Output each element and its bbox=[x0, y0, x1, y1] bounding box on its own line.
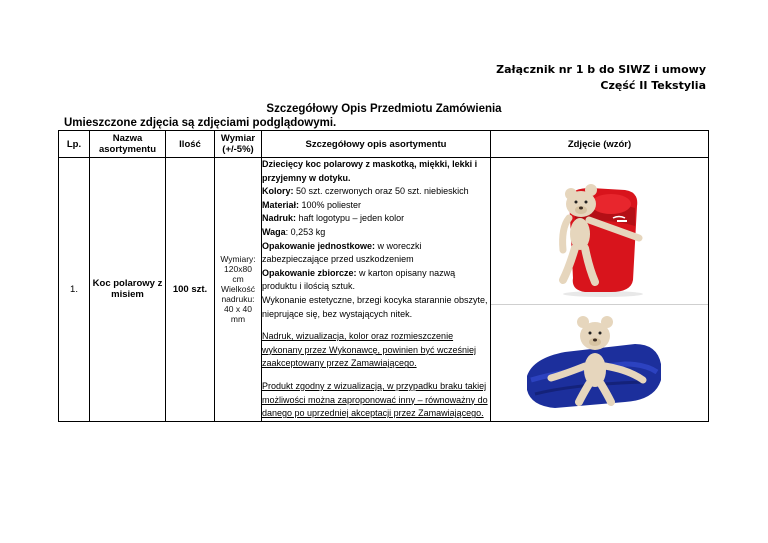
dim-line: Wielkość bbox=[220, 284, 255, 295]
row-name: Koc polarowy z misiem bbox=[90, 158, 166, 422]
photos-note: Umieszczone zdjęcia są zdjęciami podglądowymi. bbox=[64, 117, 337, 129]
blue-blanket-photo bbox=[525, 310, 665, 415]
header-lp: Lp. bbox=[59, 131, 90, 158]
photo-divider bbox=[491, 304, 708, 305]
specification-table bbox=[58, 130, 709, 422]
desc-finish: Wykonanie estetyczne, brzegi kocyka starannie obszyte, nieprujące się, bez wystających nitek. bbox=[262, 294, 488, 319]
row-description bbox=[262, 158, 491, 422]
desc-note-equivalent: Produkt zgodny z wizualizacją, w przypadku braku takiej możliwości można zaproponować inny – równoważny do danego po uprzedniej akceptacji przez Zamawiającego. bbox=[262, 380, 488, 419]
red-blanket-photo bbox=[541, 168, 653, 298]
row-photo bbox=[491, 158, 709, 422]
header-description: Szczegółowy opis asortymentu bbox=[262, 131, 491, 158]
part-label: Część II Tekstylia bbox=[600, 79, 706, 92]
header-size: Wymiar (+/-5%) bbox=[215, 131, 262, 158]
desc-print: Nadruk: haft logotypu – jeden kolor bbox=[262, 213, 405, 224]
header-photo: Zdjęcie (wzór) bbox=[491, 131, 709, 158]
table-header-row bbox=[59, 131, 709, 158]
dim-line: 120x80 bbox=[224, 264, 252, 275]
row-lp: 1. bbox=[59, 158, 90, 422]
table-row bbox=[59, 158, 709, 422]
header-name: Nazwa asortymentu bbox=[90, 131, 166, 158]
desc-unit-packaging: Opakowanie jednostkowe: w woreczki zabezpieczające przed uszkodzeniem bbox=[262, 240, 422, 265]
desc-note-visualization: Nadruk, wizualizacja, kolor oraz rozmieszczenie wykonany przez Wykonawcę, powinien być wcześniej zaakceptowany przez Zamawiającego. bbox=[262, 331, 477, 369]
header-qty: Ilość bbox=[166, 131, 215, 158]
desc-weight: Waga: 0,253 kg bbox=[262, 226, 326, 237]
desc-material: Materiał: 100% poliester bbox=[262, 199, 362, 210]
dim-line: 40 x 40 bbox=[224, 304, 252, 315]
dim-line: nadruku: bbox=[221, 294, 255, 305]
dim-line: cm bbox=[232, 274, 244, 285]
dim-line: mm bbox=[230, 314, 246, 325]
row-dimensions bbox=[215, 158, 262, 422]
desc-lead: Dziecięcy koc polarowy z maskotką, miękki, lekki i przyjemny w dotyku. bbox=[262, 159, 478, 183]
row-qty: 100 szt. bbox=[166, 158, 215, 422]
annex-label: Załącznik nr 1 b do SIWZ i umowy bbox=[496, 63, 706, 76]
desc-bulk-packaging: Opakowanie zbiorcze: w karton opisany nazwą produktu i ilością sztuk. bbox=[262, 267, 456, 292]
desc-colors: Kolory: 50 szt. czerwonych oraz 50 szt. niebieskich bbox=[262, 186, 469, 197]
document-title: Szczegółowy Opis Przedmiotu Zamówienia bbox=[266, 103, 502, 115]
dim-line: Wymiary: bbox=[220, 254, 256, 265]
